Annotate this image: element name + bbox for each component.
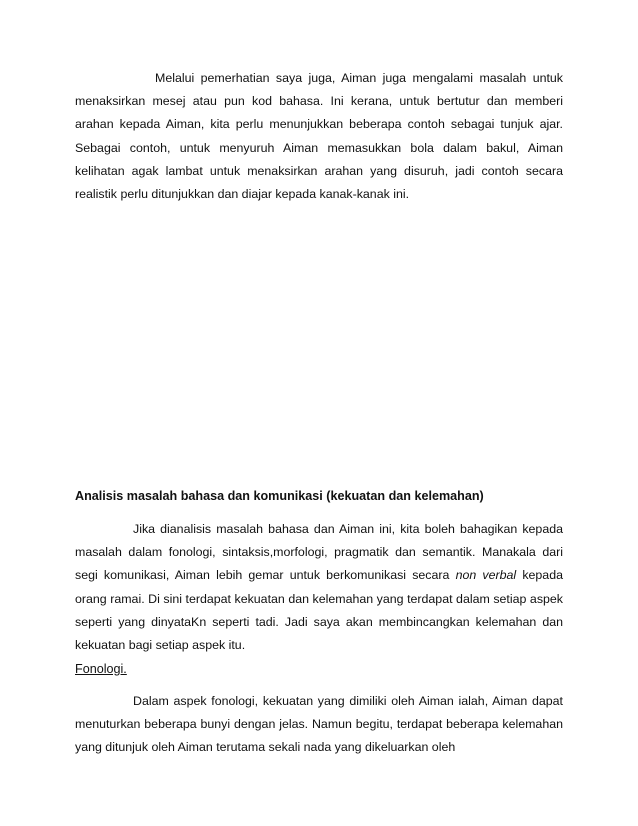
subheading-fonologi: Fonologi. — [75, 662, 127, 676]
paragraph-analysis-text-1: Jika dianalisis masalah bahasa dan Aiman ini, kita boleh bahagikan kepada masalah dalam fonologi, sintaksis,morfologi, pragmatik dan semantik. Manakala dari segi komunikasi, Aiman lebih gemar untuk berkomunikasi secara — [75, 522, 563, 583]
section-heading-analysis: Analisis masalah bahasa dan komunikasi (kekuatan dan kelemahan) — [75, 489, 484, 503]
paragraph-analysis-text-2: kepada orang ramai. Di sini terdapat kekuatan dan kelemahan yang terdapat dalam setiap aspek seperti yang dinyataKn seperti tadi. Jadi saya akan membincangkan kelemahan dan kekuatan bagi setiap aspek itu. — [75, 568, 563, 653]
paragraph-message-interpretation: Melalui pemerhatian saya juga, Aiman juga mengalami masalah untuk menaksirkan mesej atau pun kod bahasa. Ini kerana, untuk bertutur dan memberi arahan kepada Aiman, kita perlu menunjukkan beberapa contoh sebagai tunjuk ajar. Sebagai contoh, untuk menyuruh Aiman memasukkan bola dalam bakul, Aiman kelihatan agak lambat untuk menaksirkan arahan yang disuruh, jadi contoh secara realistik perlu ditunjukkan dan diajar kepada kanak-kanak ini. — [75, 71, 563, 202]
paragraph-analysis — [75, 518, 563, 657]
paragraph-fonologi: Dalam aspek fonologi, kekuatan yang dimiliki oleh Aiman ialah, Aiman dapat menuturkan beberapa bunyi dengan jelas. Namun begitu, terdapat beberapa kelemahan yang ditunjuk oleh Aiman terutama sekali nada yang dikeluarkan oleh — [75, 694, 563, 755]
non-verbal-italic-term: non verbal — [455, 568, 517, 583]
